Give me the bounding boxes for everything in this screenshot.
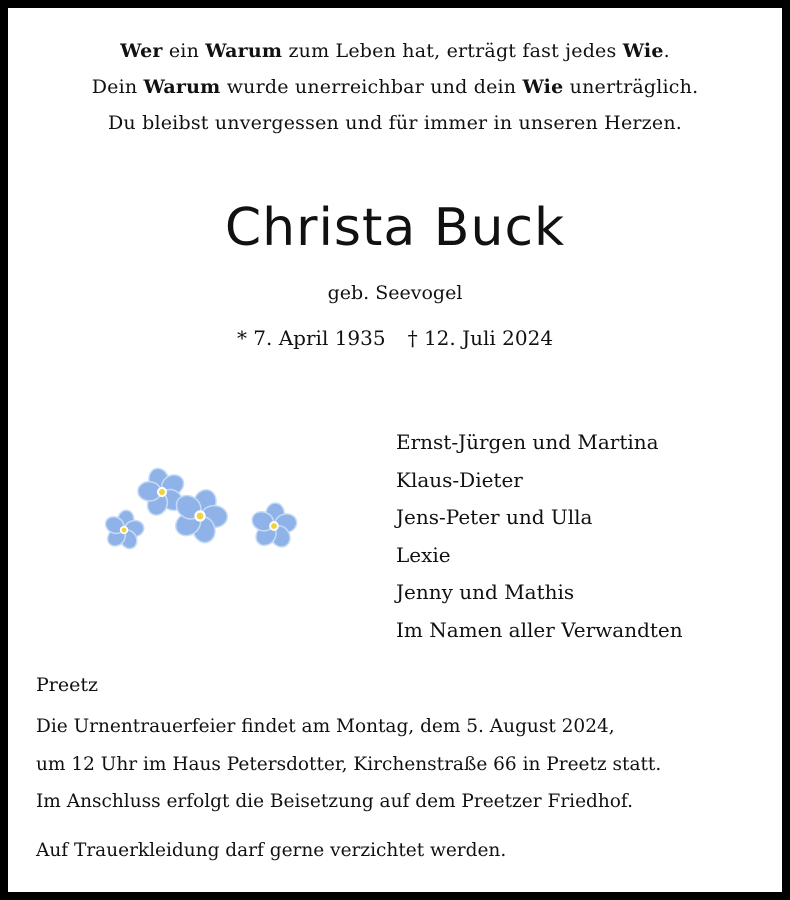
life-dates [20, 326, 770, 350]
quote-line-1 [20, 40, 770, 62]
quote-text: zum Leben hat, erträgt fast jedes [282, 40, 623, 62]
flower [99, 507, 148, 555]
mourner-list [396, 424, 766, 650]
birth-name: geb. Seevogel [327, 282, 463, 304]
quote-emphasis: Wie [622, 40, 664, 62]
mourner-item: Ernst-Jürgen und Martina [396, 430, 659, 454]
mourner-item: Im Namen aller Verwandten [396, 617, 683, 642]
quote-text: unerträglich. [563, 76, 699, 98]
quote-emphasis: Warum [205, 40, 283, 62]
notice-line-3: Im Anschluss erfolgt die Beisetzung auf dem Preetzer Friedhof. [36, 791, 633, 812]
forget-me-not-flowers-image [88, 448, 323, 568]
quote-text: ein [162, 40, 206, 62]
place: Preetz [36, 674, 99, 696]
quote-emphasis: Wie [522, 76, 564, 98]
quote-text: wurde unerreichbar und dein [220, 76, 523, 98]
notice-line-2: um 12 Uhr im Haus Petersdotter, Kirchenstraße 66 in Preetz statt. [36, 754, 662, 775]
mourner-item: Klaus-Dieter [396, 467, 523, 492]
deceased-name: Christa Buck [224, 198, 566, 258]
quote-emphasis: Wer [120, 40, 163, 62]
flower [247, 501, 301, 552]
quote-text: . [663, 40, 670, 62]
notice-line-4: Auf Trauerkleidung darf gerne verzichtet werden. [36, 840, 507, 861]
quote-line-3: Du bleibst unvergessen und für immer in unseren Herzen. [107, 112, 682, 134]
flower-group [99, 462, 300, 554]
notice-line-1: Die Urnentrauerfeier findet am Montag, dem 5. August 2024, [36, 716, 615, 737]
quote-text: Dein [91, 76, 144, 98]
death-date: † 12. Juli 2024 [407, 326, 554, 350]
quote-line-2 [20, 76, 770, 98]
mourner-item: Lexie [396, 542, 451, 567]
birth-date: * 7. April 1935 [236, 326, 386, 350]
quote-emphasis: Warum [143, 76, 221, 98]
mourner-item: Jens-Peter und Ulla [396, 505, 593, 530]
mourner-item: Jenny und Mathis [396, 580, 575, 605]
